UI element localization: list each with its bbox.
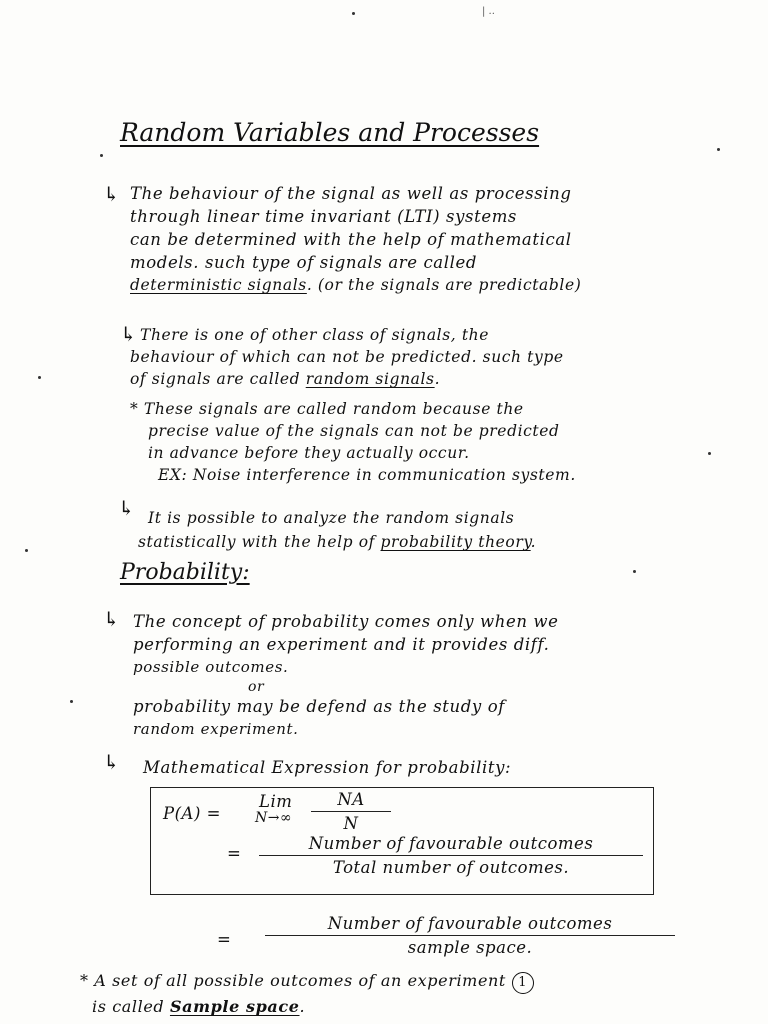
- text-line: The behaviour of the signal as well as processing: [130, 184, 572, 203]
- text-line: behaviour of which can not be predicted. such type: [130, 348, 564, 366]
- text-line: random experiment.: [133, 720, 299, 738]
- fraction-numerator: NA: [311, 790, 391, 812]
- bullet-arrow-icon: ↳: [118, 496, 135, 520]
- formula-lhs: P(A) =: [163, 804, 221, 823]
- text-fragment: * A set of all possible outcomes of an experiment: [80, 971, 506, 990]
- fraction-denominator: N: [343, 814, 359, 833]
- text-line: models. such type of signals are called: [130, 253, 478, 272]
- text-fragment: .: [530, 533, 537, 551]
- formula-fraction-favourable: [259, 834, 643, 877]
- page-top-mark: | ..: [482, 6, 495, 17]
- text-line: [80, 968, 534, 994]
- ink-speck: [100, 154, 103, 157]
- bullet-arrow-icon: ↳: [103, 750, 120, 774]
- text-line: The concept of probability comes only when we: [133, 612, 559, 631]
- paragraph-deterministic: [130, 182, 581, 297]
- formula-lim-subscript: N→∞: [255, 810, 293, 826]
- fraction-numerator: Number of favourable outcomes: [259, 834, 643, 856]
- term-sample-space: Sample space: [169, 997, 300, 1016]
- text-line: precise value of the signals can not be predicted: [148, 422, 560, 440]
- circled-page-number: 1: [512, 972, 534, 994]
- text-line: [92, 994, 534, 1020]
- formula-equals: =: [227, 844, 242, 863]
- paragraph-probability-concept: [133, 610, 559, 741]
- paragraph-random: [130, 324, 564, 390]
- fraction-denominator: sample space.: [407, 938, 533, 957]
- text-line: can be determined with the help of mathematical: [130, 230, 572, 249]
- term-probability-theory: probability theory: [380, 533, 531, 551]
- paragraph-sample-space-definition: [80, 968, 534, 1020]
- text-line: It is possible to analyze the random signals: [148, 509, 515, 527]
- text-fragment: is called: [92, 997, 165, 1016]
- text-fragment: statistically with the help of: [138, 533, 375, 551]
- text-line: probability may be defend as the study of: [133, 697, 505, 716]
- term-deterministic-signals: deterministic signals: [130, 276, 307, 294]
- fraction-denominator: Total number of outcomes.: [332, 858, 570, 877]
- ink-speck: [633, 570, 636, 573]
- formula-box: [150, 787, 654, 895]
- ink-speck: [38, 376, 41, 379]
- page-title: Random Variables and Processes: [120, 118, 540, 147]
- formula-lim: Lim: [259, 792, 293, 811]
- paragraph-probability-theory: [138, 506, 537, 554]
- bullet-arrow-icon: ↳: [103, 607, 120, 631]
- ink-speck: [708, 452, 711, 455]
- text-line: through linear time invariant (LTI) systems: [130, 207, 518, 226]
- term-random-signals: random signals: [305, 370, 435, 388]
- text-fragment: . (or the signals are predictable): [306, 276, 582, 294]
- formula-fraction-na-over-n: [311, 790, 391, 833]
- paragraph-random-note: [130, 398, 576, 486]
- text-fragment: .: [299, 997, 306, 1016]
- text-line: * These signals are called random because the: [130, 400, 524, 418]
- fraction-numerator: Number of favourable outcomes: [265, 914, 675, 936]
- text-fragment: of signals are called: [130, 370, 301, 388]
- text-line: [130, 274, 581, 297]
- expression-equals: =: [217, 930, 232, 949]
- text-line: possible outcomes.: [133, 658, 289, 676]
- text-line: [138, 530, 536, 554]
- text-line: EX: Noise interference in communication system.: [158, 466, 576, 484]
- bullet-arrow-icon: ↳: [103, 182, 120, 206]
- bullet-arrow-icon: ↳: [120, 322, 137, 346]
- section-title-probability: Probability:: [120, 560, 250, 585]
- fraction-sample-space: [265, 914, 675, 957]
- ink-speck: [352, 12, 355, 15]
- ink-speck: [25, 549, 28, 552]
- text-line: in advance before they actually occur.: [148, 444, 470, 462]
- text-line: or: [248, 679, 265, 695]
- paragraph-math-expression: Mathematical Expression for probability:: [143, 758, 512, 777]
- text-line: [130, 368, 564, 390]
- ink-speck: [70, 700, 73, 703]
- text-line: performing an experiment and it provides diff.: [133, 635, 550, 654]
- text-fragment: .: [434, 370, 441, 388]
- text-line: There is one of other class of signals, the: [140, 326, 490, 344]
- ink-speck: [717, 148, 720, 151]
